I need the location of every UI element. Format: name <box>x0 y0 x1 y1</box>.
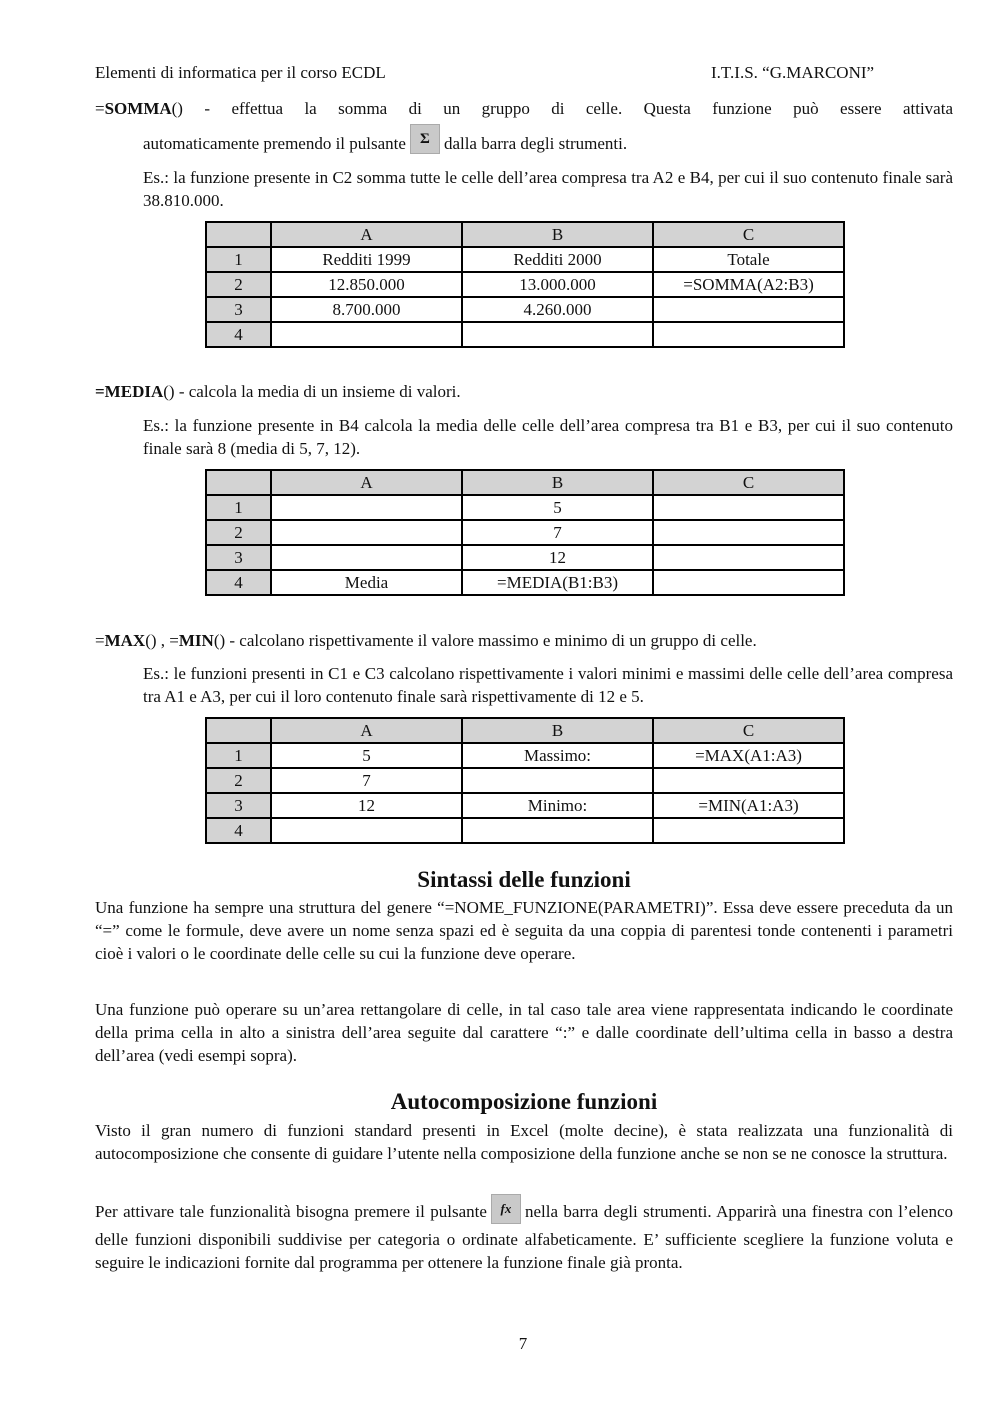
media-function-name: =MEDIA <box>95 382 164 401</box>
page-number: 7 <box>518 1334 528 1353</box>
autosum-sigma-icon: Σ <box>410 124 440 154</box>
section-title-autocomposizione: Autocomposizione funzioni <box>390 1089 658 1114</box>
sintassi-paragraph-2: Una funzione può operare su un’area rettangolare di celle, in tal caso tale area viene rappresentata indicando le coordinate della prima cella in alto a sinistra dell’area seguite dal carattere “:” e dalle coordinate dell’ultima cella in basso a destra dell’area (vedi esempi sopra). <box>95 1000 953 1065</box>
somma-function-name: SOMMA <box>104 99 172 118</box>
table-header-row: A B C <box>206 470 844 495</box>
table-row: 2 7 <box>206 520 844 545</box>
min-function-name: MIN <box>178 631 214 650</box>
table-row: 4 <box>206 818 844 843</box>
table-row: 1 5 <box>206 495 844 520</box>
section-title-sintassi: Sintassi delle funzioni <box>417 867 631 892</box>
table-row: 3 12 Minimo: =MIN(A1:A3) <box>206 793 844 818</box>
running-header-left: Elementi di informatica per il corso ECDL <box>95 63 386 82</box>
maxmin-description: =MAX() , =MIN() - calcolano rispettivamente il valore massimo e minimo di un gruppo di celle. <box>95 631 757 650</box>
autocomp-paragraph-1: Visto il gran numero di funzioni standard presenti in Excel (molte decine), è stata realizzata una funzionalità di autocomposizione che consente di guidare l’utente nella composizione della funzione anche se non se ne conosce la struttura. <box>95 1121 953 1163</box>
somma-description-cont: automaticamente premendo il pulsante Σ dalla barra degli strumenti. <box>143 130 953 160</box>
table-row: 1 Redditi 1999 Redditi 2000 Totale <box>206 247 844 272</box>
media-description: =MEDIA() - calcola la media di un insieme di valori. <box>95 382 461 401</box>
table-row: 1 5 Massimo: =MAX(A1:A3) <box>206 743 844 768</box>
media-spreadsheet-table <box>205 469 845 596</box>
maxmin-example: Es.: le funzioni presenti in C1 e C3 calcolano rispettivamente i valori minimi e massimi delle celle dell’area compresa tra A1 e A3, per cui il loro contenuto finale sarà rispettivamente di 12 e 5. <box>143 664 953 706</box>
maxmin-spreadsheet-table <box>205 717 845 844</box>
sintassi-paragraph-1: Una funzione ha sempre una struttura del genere “=NOME_FUNZIONE(PARAMETRI)”. Essa deve essere preceduta da un “=” come le formule, deve avere un nome senza spazi ed è seguita da una coppia di parentesi tonde contenenti i parametri cioè i valori o le coordinate delle celle su cui la funzione deve operare. <box>95 898 953 963</box>
table-header-row: A B C <box>206 718 844 743</box>
table-row: 3 12 <box>206 545 844 570</box>
max-function-name: MAX <box>104 631 146 650</box>
table-row: 2 12.850.000 13.000.000 =SOMMA(A2:B3) <box>206 272 844 297</box>
function-wizard-fx-icon: fx <box>491 1194 521 1224</box>
media-example: Es.: la funzione presente in B4 calcola la media delle celle dell’area compresa tra B1 e B3, per cui il suo contenuto finale sarà 8 (media di 5, 7, 12). <box>143 416 953 458</box>
table-row: 3 8.700.000 4.260.000 <box>206 297 844 322</box>
table-row: 2 7 <box>206 768 844 793</box>
somma-description: =SOMMA() - effettua la somma di un gruppo di celle. Questa funzione può essere attivata <box>95 99 953 118</box>
running-header-right: I.T.I.S. “G.MARCONI” <box>711 63 875 82</box>
table-row: 4 Media =MEDIA(B1:B3) <box>206 570 844 595</box>
table-header-row: A B C <box>206 222 844 247</box>
somma-spreadsheet-table <box>205 221 845 348</box>
somma-example: Es.: la funzione presente in C2 somma tutte le celle dell’area compresa tra A2 e B4, per cui il suo contenuto finale sarà 38.810.000. <box>143 168 953 210</box>
autocomp-paragraph-2: Per attivare tale funzionalità bisogna premere il pulsante fx nella barra degli strumenti. Apparirà una finestra con l’elenco delle funzioni disponibili suddivise per categoria o ordinate alfabeticamente. E’ sufficiente scegliere la funzione voluta e seguire le indicazioni fornite dal programma per ottenere la funzione finale già pronta. <box>95 1198 953 1274</box>
table-row: 4 <box>206 322 844 347</box>
